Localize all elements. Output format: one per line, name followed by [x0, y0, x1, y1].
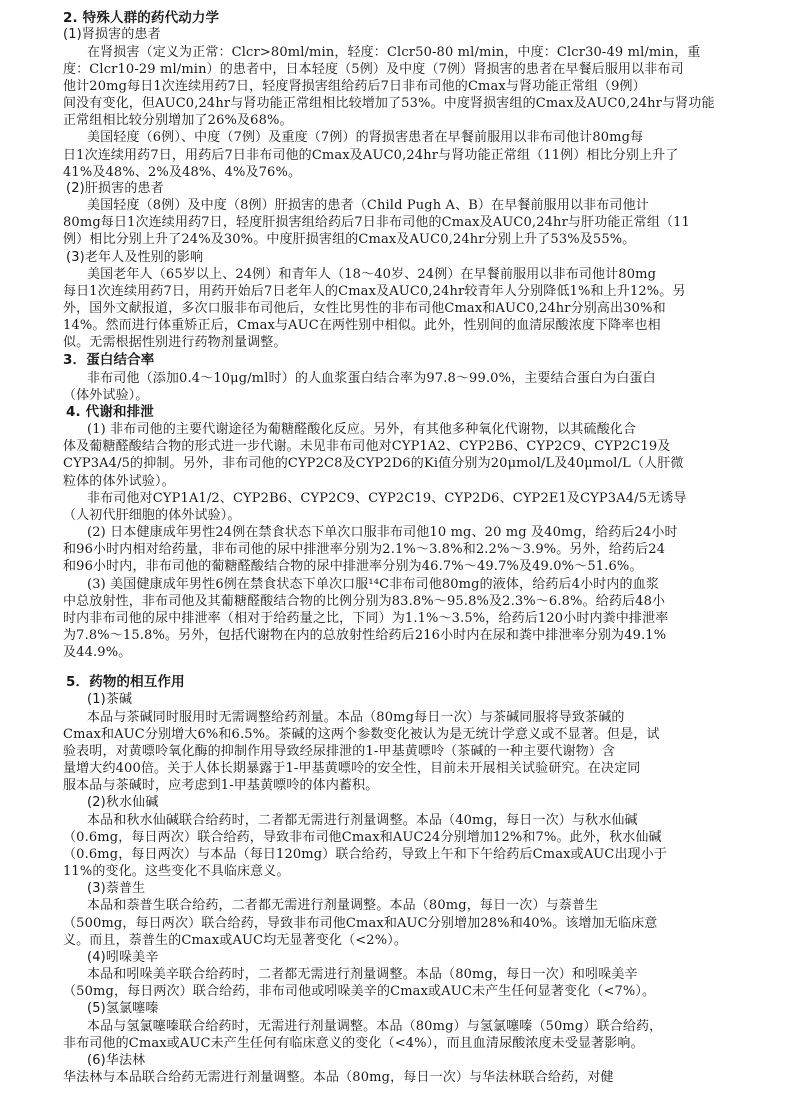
paragraph-line: 体及葡糖醛酸结合物的形式进一步代谢。未见非布司他对CYP1A2、CYP2B6、CYP2C9、CYP2C19及	[63, 439, 671, 455]
paragraph-line: 每日1次连续用药7日，用药开始后7日老年人的Cmax及AUC0,24hr较青年人分别降低1%和上升12%。另	[63, 283, 686, 299]
subsection-heading: (5)氢氯噻嗪	[87, 1001, 159, 1017]
paragraph-line: 非布司他的Cmax或AUC未产生任何有临床意义的变化（<4%），而且血清尿酸浓度未受显著影响。	[63, 1035, 644, 1051]
paragraph-line: 度：Clcr10-29 ml/min）的患者中，日本轻度（5例）及中度（7例）肾损害的患者在早餐后服用以非布司	[63, 61, 684, 77]
subsection-heading: (2)肝损害的患者	[66, 180, 164, 196]
paragraph-line: 在肾损害（定义为正常：Clcr>80ml/min，轻度：Clcr50-80 ml/min，中度：Clcr30-49 ml/min，重	[87, 44, 701, 60]
section-heading: 5．药物的相互作用	[66, 674, 185, 691]
paragraph-line: (3) 美国健康成年男性6例在禁食状态下单次口服¹⁴C非布司他80mg的液体，给药后4小时内的血浆	[87, 576, 659, 592]
subsection-heading: (1)肾损害的患者	[63, 27, 161, 43]
paragraph-line: （50mg，每日两次）联合给药，非布司他或吲哚美辛的Cmax或AUC未产生任何显著变化（<7%）。	[63, 984, 656, 1000]
paragraph-line: 义。而且，萘普生的Cmax或AUC均无显著变化（<2%）。	[63, 932, 408, 948]
paragraph-line: 14%。然而进行体重矫正后，Cmax与AUC在两性别中相似。此外，性别间的血清尿酸浓度下降率也相	[63, 318, 661, 334]
paragraph-line: 粒体的体外试验）。	[63, 473, 175, 489]
paragraph-line: 中总放射性，非布司他及其葡糖醛酸结合物的比例分别为83.8%～95.8%及2.3%～6.8%。给药后48小	[63, 593, 666, 609]
paragraph-line: （体外试验）。	[63, 387, 149, 403]
paragraph-line: 为7.8%～15.8%。另外，包括代谢物在内的总放射性给药后216小时内在尿和粪中排泄率分别为49.1%	[63, 628, 667, 643]
section-heading: 3．蛋白结合率	[63, 352, 155, 369]
paragraph-line: 11%的变化。这些变化不具临床意义。	[63, 864, 290, 879]
paragraph-line: 美国轻度（6例）、中度（7例）及重度（7例）的肾损害患者在早餐前服用以非布司他计80mg每	[87, 130, 644, 146]
subsection-heading: (4)吲哚美辛	[87, 949, 159, 965]
paragraph-line: 美国轻度（8例）及中度（8例）肝损害的患者（Child Pugh A、B）在早餐前服用以非布司他计	[87, 198, 649, 214]
paragraph-line: 和96小时内相对给药量，非布司他的尿中排泄率分别为2.1%～3.8%和2.2%～3.9%。另外，给药后24	[63, 542, 666, 558]
subsection-heading: (3)老年人及性别的影响	[66, 249, 204, 265]
paragraph-line: 例）相比分别上升了24%及30%。中度肝损害组的Cmax及AUC0,24hr分别上升了53%及55%。	[63, 232, 636, 248]
paragraph-line: 本品和萘普生联合给药，二者都无需进行剂量调整。本品（80mg，每日一次）与萘普生	[87, 898, 599, 914]
paragraph-line: 他计20mg每日1次连续用药7日，轻度肾损害组给药后7日非布司他的Cmax与肾功能正常组（9例）	[63, 78, 646, 94]
paragraph-line: （0.6mg，每日两次）联合给药，导致非布司他Cmax和AUC24分别增加12%和7%。此外，秋水仙碱	[63, 829, 662, 845]
paragraph-line: 似。无需根据性别进行药物剂量调整。	[63, 335, 287, 351]
paragraph-line: （500mg，每日两次）联合给药，导致非布司他Cmax和AUC分别增加28%和40%。该增加无临床意	[63, 915, 658, 931]
subsection-heading: (1)茶碱	[87, 692, 133, 708]
paragraph-line: CYP3A4/5的抑制。另外，非布司他的CYP2C8及CYP2D6的Ki值分别为20μmol/L及40μmol/L（人肝微	[63, 456, 684, 472]
paragraph-line: 本品和吲哚美辛联合给药时，二者都无需进行剂量调整。本品（80mg，每日一次）和吲哚美辛	[87, 967, 638, 982]
paragraph-line: （0.6mg，每日两次）与本品（每日120mg）联合给药，导致上午和下午给药后Cmax或AUC出现小于	[63, 846, 668, 862]
paragraph-line: 美国老年人（65岁以上、24例）和青年人（18～40岁、24例）在早餐前服用以非布司他计80mg	[87, 266, 657, 282]
paragraph-line: 日1次连续用药7日，用药后7日非布司他的Cmax及AUC0,24hr与肾功能正常组（11例）相比分别上升了	[63, 147, 679, 163]
paragraph-line: 80mg每日1次连续用药7日，轻度肝损害组给药后7日非布司他的Cmax及AUC0,24hr与肝功能正常组（11	[63, 215, 690, 231]
paragraph-line: 时内非布司他的尿中排泄率（相对于给药量之比，下同）为1.1%～3.5%，给药后120小时内粪中排泄率	[63, 610, 669, 626]
paragraph-line: 服本品与茶碱时，应考虑到1-甲基黄嘌呤的体内蓄积。	[63, 778, 379, 794]
paragraph-line: 41%及48%、2%及48%、4%及76%。	[63, 164, 302, 180]
paragraph-line: 正常组相比较分别增加了26%及68%。	[63, 113, 293, 129]
paragraph-line: Cmax和AUC分别增大6%和6.5%。茶碱的这两个参数变化被认为是无统计学意义或不显著。但是，试	[63, 726, 660, 742]
paragraph-line: 本品和秋水仙碱联合给药时，二者都无需进行剂量调整。本品（40mg，每日一次）与秋水仙碱	[87, 812, 638, 828]
paragraph-line: 和96小时内，非布司他的葡糖醛酸结合物的尿中排泄率分别为46.7%～49.7%及49.0%～51.6%。	[63, 559, 643, 575]
paragraph-line: 本品与氢氯噻嗪联合给药时，无需进行剂量调整。本品（80mg）与氢氯噻嗪（50mg）联合给药，	[87, 1018, 663, 1034]
paragraph-line: （人初代肝细胞的体外试验）。	[63, 507, 241, 523]
paragraph-line: 外，国外文献报道，多次口服非布司他后，女性比男性的非布司他Cmax和AUC0,24hr分别高出30%和	[63, 301, 666, 317]
paragraph-line: 华法林与本品联合给药无需进行剂量调整。本品（80mg，每日一次）与华法林联合给药，对健	[63, 1070, 614, 1085]
paragraph-line: 本品与茶碱同时服用时无需调整给药剂量。本品（80mg每日一次）与茶碱同服将导致茶碱的	[87, 709, 625, 725]
paragraph-line: 非布司他（添加0.4～10μg/ml时）的人血浆蛋白结合率为97.8～99.0%，主要结合蛋白为白蛋白	[87, 370, 656, 386]
paragraph-line: 量增大约400倍。关于人体长期暴露于1-甲基黄嘌呤的安全性，目前未开展相关试验研究。在决定同	[63, 761, 641, 777]
section-heading: 4. 代谢和排泄	[66, 403, 154, 420]
paragraph-line: (1) 非布司他的主要代谢途径为葡糖醛酸化反应。另外，有其他多种氧化代谢物，以其硫酸化合	[87, 422, 637, 438]
paragraph-line: 验表明，对黄嘌呤氧化酶的抑制作用导致经尿排泄的1-甲基黄嘌呤（茶碱的一种主要代谢物）含	[63, 743, 616, 759]
subsection-heading: (2)秋水仙碱	[87, 795, 159, 811]
paragraph-line: (2) 日本健康成年男性24例在禁食状态下单次口服非布司他10 mg、20 mg 及40mg，给药后24小时	[87, 525, 678, 541]
subsection-heading: (3)萘普生	[87, 881, 146, 897]
paragraph-line: 间没有变化，但AUC0,24hr与肾功能正常组相比较增加了53%。中度肾损害组的Cmax及AUC0,24hr与肾功能	[63, 96, 715, 111]
subsection-heading: (6)华法林	[87, 1052, 146, 1068]
section-heading: 2. 特殊人群的药代动力学	[63, 10, 220, 26]
paragraph-line: 及44.9%。	[63, 645, 132, 661]
paragraph-line: 非布司他对CYP1A1/2、CYP2B6、CYP2C9、CYP2C19、CYP2D6、CYP2E1及CYP3A4/5无诱导	[87, 490, 687, 506]
